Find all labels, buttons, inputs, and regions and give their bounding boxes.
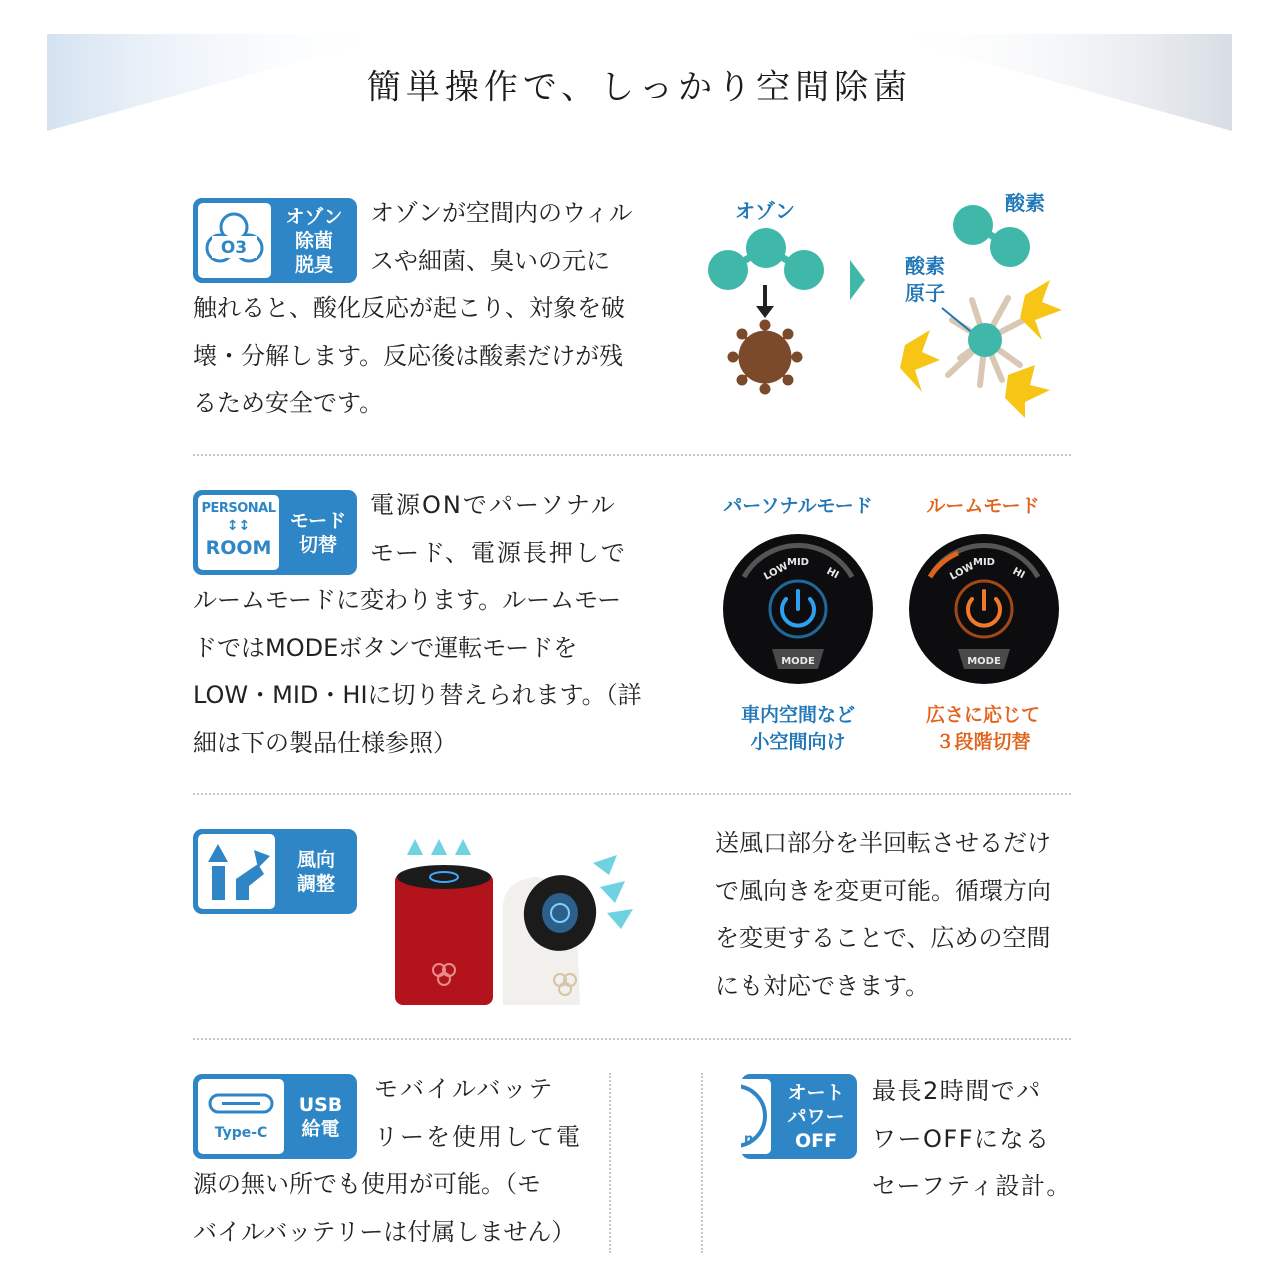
ozone-molecule (708, 228, 824, 290)
usb-typec-icon (198, 1079, 284, 1154)
ozone-paragraph-bottom: 触れると、酸化反応が起こり、対象を破 壊・分解します。反応後は酸素だけが残 るため安全です。 (193, 294, 625, 417)
section-divider (193, 1038, 1071, 1040)
svg-text:MID: MID (787, 557, 809, 568)
ozone-badge (193, 198, 357, 283)
usb-badge-label: USB 給電 (298, 1093, 343, 1140)
mode-badge (193, 490, 357, 575)
svg-text:Type-C: Type-C (214, 1125, 268, 1141)
title-banner (47, 34, 1232, 131)
usb-paragraph-bottom: 源の無い所でも使用が可能。（モ バイルバッテリーは付属しません） (193, 1170, 576, 1246)
svg-text:n: n (744, 1132, 754, 1147)
airflow-side-icon (593, 855, 633, 929)
o3-molecule-icon (198, 203, 271, 278)
down-arrow-icon (756, 285, 774, 318)
svg-text:HI: HI (1010, 565, 1027, 582)
airflow-up-icon (407, 839, 471, 855)
section-divider (193, 793, 1071, 795)
timer-icon (741, 1079, 771, 1154)
mode-paragraph-top: 電源ONでパーソナル モード、電源長押しで (370, 491, 627, 567)
column-divider (701, 1073, 703, 1253)
oxygen-label: 酸素 (1005, 191, 1045, 215)
svg-text:MODE: MODE (781, 656, 815, 667)
svg-text:HI: HI (824, 565, 841, 582)
wind-paragraph: 送風口部分を半回転させるだけ で風向きを変更可能。循環方向 を変更することで、広めの空間 にも対応できます。 (715, 829, 1051, 1000)
ozone-label: オゾン (735, 199, 795, 223)
svg-text:LOW: LOW (948, 560, 976, 583)
personal-mode-title: パーソナルモード (723, 495, 873, 517)
auto-off-paragraph: 最長2時間でパ ワーOFFになる セーフティ設計。 (872, 1077, 1072, 1200)
svg-text:LOW: LOW (762, 560, 790, 583)
svg-text:MID: MID (973, 557, 995, 568)
usb-icon-box (198, 1079, 284, 1154)
room-mode-title: ルームモード (926, 495, 1040, 517)
auto-off-badge-label: オート パワー OFF (787, 1081, 845, 1152)
swap-arrows-icon: ↕↕ (226, 518, 251, 534)
auto-off-badge (741, 1074, 857, 1159)
page-title: 簡単操作で、しっかり空間除菌 (366, 67, 913, 108)
ozone-badge-label: オゾン 除菌 脱臭 (285, 205, 343, 276)
svg-text:原子: 原子 (905, 281, 945, 305)
mode-badge-label: モード 切替 (289, 509, 347, 556)
column-divider (609, 1073, 611, 1253)
personal-text: PERSONAL (201, 501, 276, 516)
usb-badge (193, 1074, 357, 1159)
virus-icon (728, 320, 802, 394)
personal-mode-caption: 車内空間など 小空間向け (740, 704, 855, 753)
right-chevron-icon (850, 260, 865, 300)
ozone-paragraph-top: オゾンが空間内のウィル スや細菌、臭いの元に (370, 199, 633, 275)
wind-icon-box (198, 834, 275, 909)
ozone-reaction-diagram (690, 180, 1070, 420)
wind-badge-label: 風向 調整 (296, 848, 335, 895)
ozone-icon-box (198, 203, 271, 278)
svg-text:MODE: MODE (967, 656, 1001, 667)
svg-text:O3: O3 (220, 238, 248, 258)
product-rotation-photo (395, 825, 645, 1005)
mode-icon-box (198, 495, 279, 570)
auto-off-icon-box (741, 1079, 771, 1154)
section-divider (193, 454, 1071, 456)
usb-paragraph-top: モバイルバッテ リーを使用して電 (374, 1075, 582, 1151)
mode-paragraph-bottom: ルームモードに変わります。ルームモー ドではMODEボタンで運転モードを LOW・MID・HIに切り替えられます。（詳 細は下の製品仕様参照） (193, 586, 642, 757)
personal-mode-dial (722, 533, 874, 685)
room-mode-dial (908, 533, 1060, 685)
room-mode-caption: 広さに応じて ３段階切替 (925, 704, 1040, 753)
airflow-direction-icon (198, 834, 275, 909)
oxygen-atom-icon (968, 323, 1002, 357)
room-text: ROOM (205, 537, 272, 559)
wind-badge (193, 829, 357, 914)
svg-text:酸素: 酸素 (905, 254, 945, 278)
